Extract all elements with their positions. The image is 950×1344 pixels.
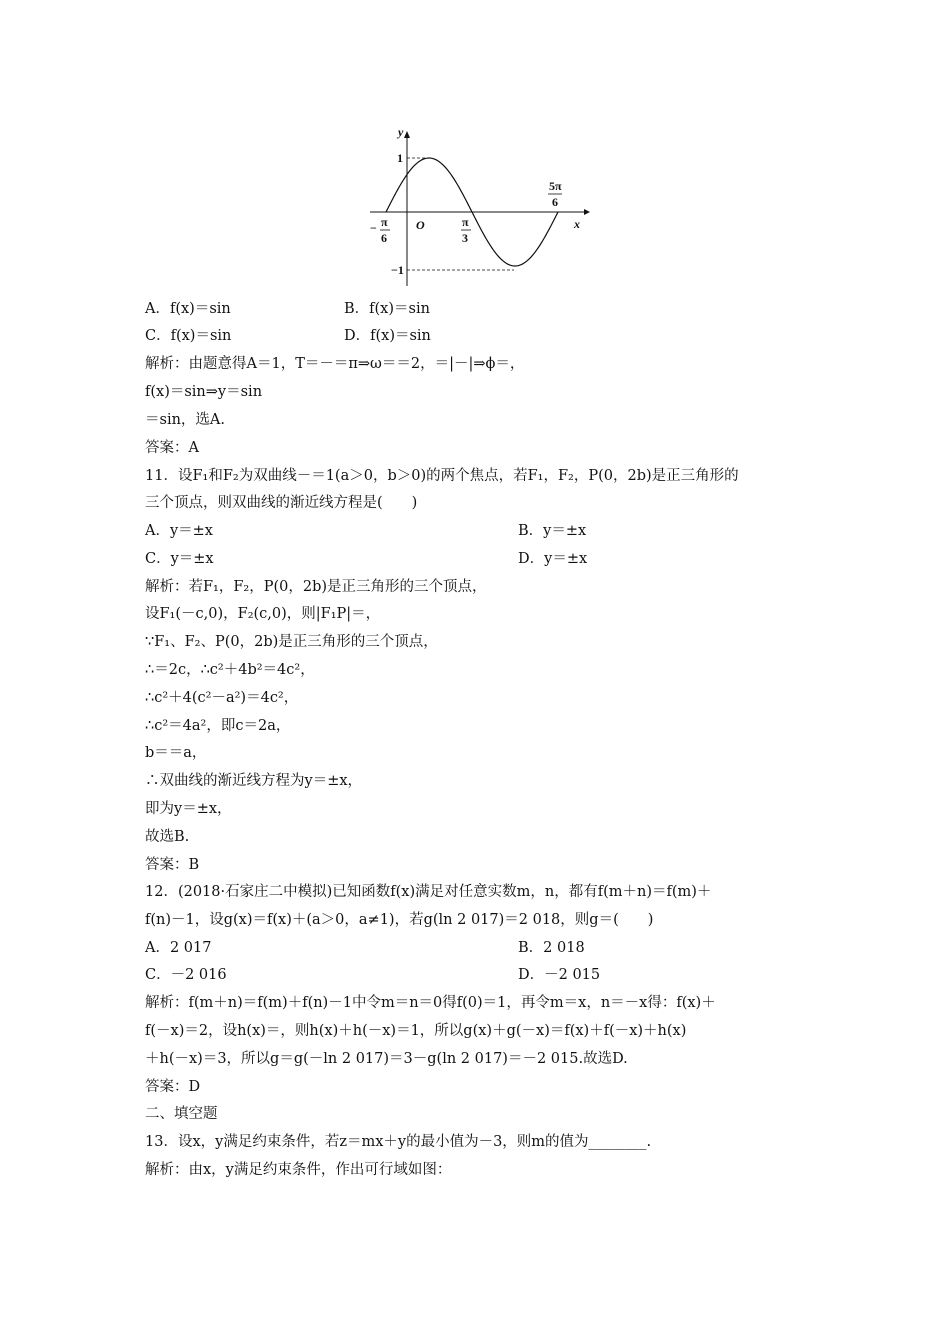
q12-option-d: D．－2 015 — [518, 967, 601, 983]
q11-analysis-line: ∴双曲线的渐近线方程为y＝±x， — [145, 773, 363, 789]
q13-stem: 13．设x，y满足约束条件，若z＝mx＋y的最小值为－3，则m的值为________. — [145, 1134, 652, 1150]
q13-analysis: 解析：由x，y满足约束条件，作出可行域如图： — [145, 1162, 452, 1178]
q11-analysis-line: ∴＝2c，∴c²＋4b²＝4c²， — [145, 662, 315, 678]
section-title-fill-in: 二、填空题 — [145, 1106, 218, 1122]
q12-analysis-line: 解析：f(m＋n)＝f(m)＋f(n)－1中令m＝n＝0得f(0)＝1，再令m＝x，n＝－x得：f(x)＋ — [145, 995, 716, 1011]
q12-option-c: C．－2 016 — [145, 967, 227, 983]
q11-analysis-line: ∴c²＝4a²，即c＝2a， — [145, 718, 291, 734]
q11-stem-line-2: 三个顶点，则双曲线的渐近线方程是( ) — [145, 495, 418, 511]
q10-option-b: B．f(x)＝sin — [344, 301, 430, 317]
q11-option-b: B．y＝±x — [518, 523, 587, 539]
q11-analysis-line: b＝＝a， — [145, 745, 207, 761]
tick-label-pi3-den: 3 — [462, 231, 468, 245]
x-axis-label: x — [574, 217, 580, 231]
y-axis-label: y — [398, 126, 404, 139]
q11-option-c: C．y＝±x — [145, 551, 214, 567]
q11-option-d: D．y＝±x — [518, 551, 588, 567]
q11-stem-line-1: 11．设F₁和F₂为双曲线－＝1(a＞0，b＞0)的两个焦点，若F₁，F₂，P(0，2b)是正三角形的 — [145, 468, 739, 484]
q10-answer: 答案：A — [145, 440, 199, 456]
q11-analysis-line: 即为y＝±x， — [145, 801, 232, 817]
q10-analysis-line-2: f(x)＝sin⇒y＝sin — [145, 384, 263, 400]
q11-option-a: A．y＝±x — [145, 523, 213, 539]
q10-option-a: A．f(x)＝sin — [145, 301, 231, 317]
tick-label-5pi6-den: 6 — [552, 195, 558, 209]
q12-analysis-line: f(－x)＝2，设h(x)＝，则h(x)＋h(－x)＝1，所以g(x)＋g(－x)＝f(x)＋f(－x)＋h(x) — [145, 1023, 687, 1039]
q10-option-c: C．f(x)＝sin — [145, 328, 232, 344]
q11-answer: 答案：B — [145, 857, 200, 873]
q12-option-a: A．2 017 — [145, 940, 212, 956]
q11-analysis-line: 解析：若F₁，F₂，P(0，2b)是正三角形的三个顶点， — [145, 579, 487, 595]
q12-option-b: B．2 018 — [518, 940, 585, 956]
q10-option-d: D．f(x)＝sin — [344, 328, 431, 344]
tick-label-pi3-num: π — [462, 215, 469, 229]
q11-analysis-line: ∵F₁、F₂、P(0，2b)是正三角形的三个顶点， — [145, 634, 438, 650]
q12-analysis-line: ＋h(－x)＝3，所以g＝g(－ln 2 017)＝3－g(ln 2 017)＝－2 015.故选D. — [145, 1051, 628, 1067]
sine-graph-figure — [362, 126, 594, 290]
q10-analysis-line-1: 解析：由题意得A＝1，T＝－＝π⇒ω＝＝2，＝|－|⇒ϕ＝， — [145, 356, 525, 372]
q10-analysis-line-3: ＝sin，选A. — [145, 412, 225, 428]
tick-label-y-1: 1 — [397, 151, 403, 165]
q12-stem-line-2: f(n)－1，设g(x)＝f(x)＋(a＞0，a≠1)，若g(ln 2 017)＝2 018，则g＝( ) — [145, 912, 654, 928]
sine-graph-svg — [362, 126, 594, 290]
tick-label-y-neg-1: −1 — [391, 263, 404, 277]
tick-label-neg-pi6-sign: − — [370, 221, 377, 235]
q11-analysis-line: 故选B. — [145, 829, 190, 845]
q12-stem-line-1: 12．(2018·石家庄二中模拟)已知函数f(x)满足对任意实数m，n，都有f(m＋n)＝f(m)＋ — [145, 884, 712, 900]
tick-label-neg-pi6-den: 6 — [381, 231, 387, 245]
q12-answer: 答案：D — [145, 1079, 201, 1095]
tick-label-neg-pi6-num: π — [381, 215, 388, 229]
q11-analysis-line: ∴c²＋4(c²－a²)＝4c²， — [145, 690, 299, 706]
y-axis-arrow-icon — [404, 131, 410, 138]
origin-label: O — [416, 218, 425, 232]
x-axis-arrow-icon — [584, 209, 590, 215]
tick-label-5pi6-num: 5π — [549, 179, 562, 193]
q11-analysis-line: 设F₁(－c,0)，F₂(c,0)，则|F₁P|＝， — [145, 606, 381, 622]
